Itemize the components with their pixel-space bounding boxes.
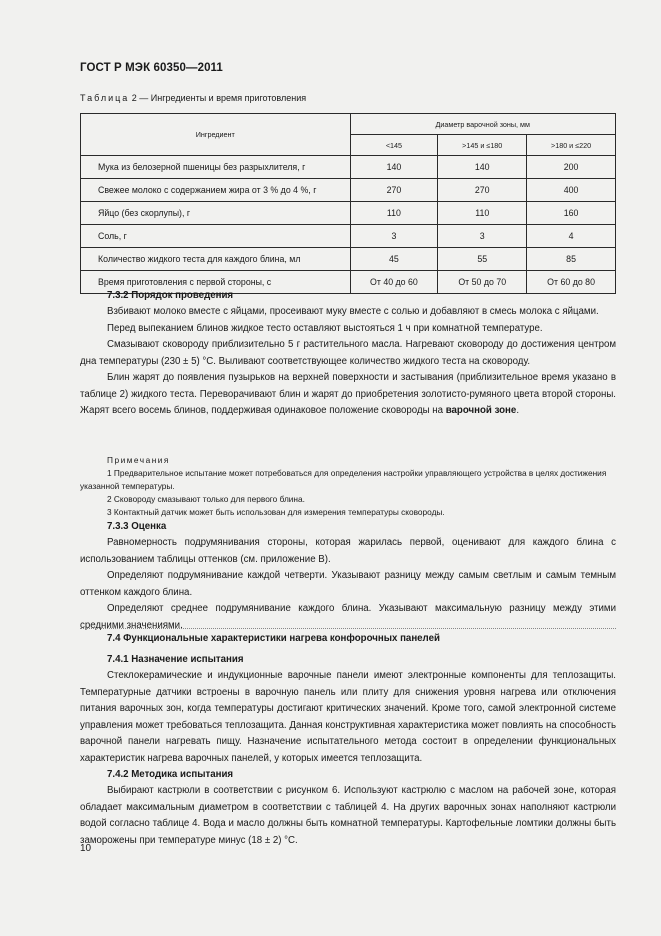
table-caption-title: 2 — Ингредиенты и время приготовления: [129, 93, 307, 103]
section-7-3-2: [80, 288, 616, 420]
paragraph: Перед выпеканием блинов жидкое тесто оставляют выстояться 1 ч при комнатной температуре.: [107, 322, 543, 334]
section-heading: 7.4.1 Назначение испытания: [107, 654, 244, 665]
cell-value: 270: [350, 179, 438, 202]
row-name: Яйцо (без скорлупы), г: [81, 202, 351, 225]
table-row: [81, 248, 616, 271]
cell-value: 4: [527, 225, 616, 248]
paragraph: Определяют среднее подрумянивание каждого блина. Указывают максимальную разницу между этими средними значениями.: [80, 603, 616, 631]
table-row: [81, 179, 616, 202]
table-caption: [80, 93, 306, 103]
paragraph: Стеклокерамические и индукционные варочные панели имеют электронные компоненты для теплозащиты. Температурные датчики встроены в варочную панель или плиту для снижения уровня нагрева или отключения питания варочных зон, когда температуры достигают критических значений. Кроме того, самой электронной системе управления может требоваться теплозащита. Данная конструктивная характеристика может повлиять на способность варочной панели нагревать пищу. Назначение испытательного метода состоит в определении функциональных характеристик нагрева варочных панелей, у которых имеется теплозащита.: [80, 670, 616, 764]
column-header-145-180: >145 и ≤180: [438, 135, 527, 156]
row-name: Время приготовления с первой стороны, с: [81, 271, 351, 294]
section-7-4: [80, 631, 616, 647]
column-header-ingredient: Ингредиент: [81, 114, 351, 156]
column-header-lt145: <145: [350, 135, 438, 156]
section-heading: 7.4.2 Методика испытания: [107, 769, 234, 780]
section-7-3-3: [80, 519, 616, 634]
table-header-row: [81, 114, 616, 135]
cell-value: 400: [527, 179, 616, 202]
note-item: 3 Контактный датчик может быть использован для измерения температуры сковороды.: [107, 507, 445, 517]
paragraph: [80, 370, 616, 420]
cell-value: 85: [527, 248, 616, 271]
section-7-4-2: [80, 767, 616, 849]
document-header: ГОСТ Р МЭК 60350—2011: [80, 62, 223, 74]
cell-value: 270: [438, 179, 527, 202]
note-item: 1 Предварительное испытание может потребоваться для определения настройки управляющего устройства в целях достижения указанной температуры.: [80, 468, 607, 491]
ingredients-table: [80, 113, 616, 294]
paragraph-text: Блин жарят до появления пузырьков на верхней поверхности и застывания (приблизительное время указано в таблице 2) жидкого теста. Переворачивают блин и жарят до приобретения золотисто-румяного цвета второй стороны. Жарят всего восемь блинов, поддерживая одинаковое положение сковороды на: [80, 372, 616, 416]
column-header-180-220: >180 и ≤220: [527, 135, 616, 156]
cell-value: 160: [527, 202, 616, 225]
term-bold: варочной зоне: [445, 405, 517, 416]
cell-value: От 50 до 70: [438, 271, 527, 294]
section-7-4-1: [80, 652, 616, 767]
cell-value: 55: [438, 248, 527, 271]
cell-value: От 40 до 60: [350, 271, 438, 294]
table-row: [81, 156, 616, 179]
cell-value: 45: [350, 248, 438, 271]
notes-title: Примечания: [107, 455, 170, 465]
section-heading: 7.3.3 Оценка: [107, 521, 167, 532]
cell-value: 200: [527, 156, 616, 179]
cell-value: 140: [438, 156, 527, 179]
row-name: Свежее молоко с содержанием жира от 3 % до 4 %, г: [81, 179, 351, 202]
table-row: [81, 225, 616, 248]
cell-value: 110: [438, 202, 527, 225]
paragraph: Взбивают молоко вместе с яйцами, просеивают муку вместе с солью и добавляют в смесь молока с яйцами.: [107, 306, 599, 317]
cell-value: 110: [350, 202, 438, 225]
row-name: Количество жидкого теста для каждого блина, мл: [81, 248, 351, 271]
note-item: 2 Сковороду смазывают только для первого блина.: [107, 494, 305, 504]
cell-value: От 60 до 80: [527, 271, 616, 294]
paragraph: Выбирают кастрюли в соответствии с рисунком 6. Используют кастрюлю с маслом на рабочей зоне, которая обладает максимальным диаметром в соответствии с таблицей 4. На других варочных зонах наполняют кастрюли водой согласно таблице 4. Вода и масло должны быть комнатной температуры. Картофельные ломтики должны быть заморожены при температуре минус (18 ± 2) °С.: [80, 785, 616, 846]
cell-value: 140: [350, 156, 438, 179]
row-name: Соль, г: [81, 225, 351, 248]
section-divider: [80, 628, 616, 629]
paragraph: Смазывают сковороду приблизительно 5 г растительного масла. Нагревают сковороду до достижения центром дна температуры (230 ± 5) °С. Выливают соответствующее количество жидкого теста на сковороду.: [80, 339, 616, 367]
cell-value: 3: [438, 225, 527, 248]
paragraph: Определяют подрумянивание каждой четверти. Указывают разницу между самым светлым и самым темным оттенком каждого блина.: [80, 570, 616, 598]
row-name: Мука из белозерной пшеницы без разрыхлителя, г: [81, 156, 351, 179]
section-heading: 7.4 Функциональные характеристики нагрева конфорочных панелей: [107, 633, 440, 644]
section-heading: 7.3.2 Порядок проведения: [107, 290, 234, 301]
table-caption-label: Таблица: [80, 93, 130, 103]
cell-value: 3: [350, 225, 438, 248]
page-number: 10: [80, 843, 92, 854]
paragraph-text: .: [516, 405, 520, 416]
paragraph: Равномерность подрумянивания стороны, которая жарилась первой, оценивают для каждого блина с использованием таблицы оттенков (см. приложение В).: [80, 537, 616, 565]
notes-block: [80, 454, 616, 519]
table-row: [81, 202, 616, 225]
column-header-diameter: Диаметр варочной зоны, мм: [350, 114, 616, 135]
